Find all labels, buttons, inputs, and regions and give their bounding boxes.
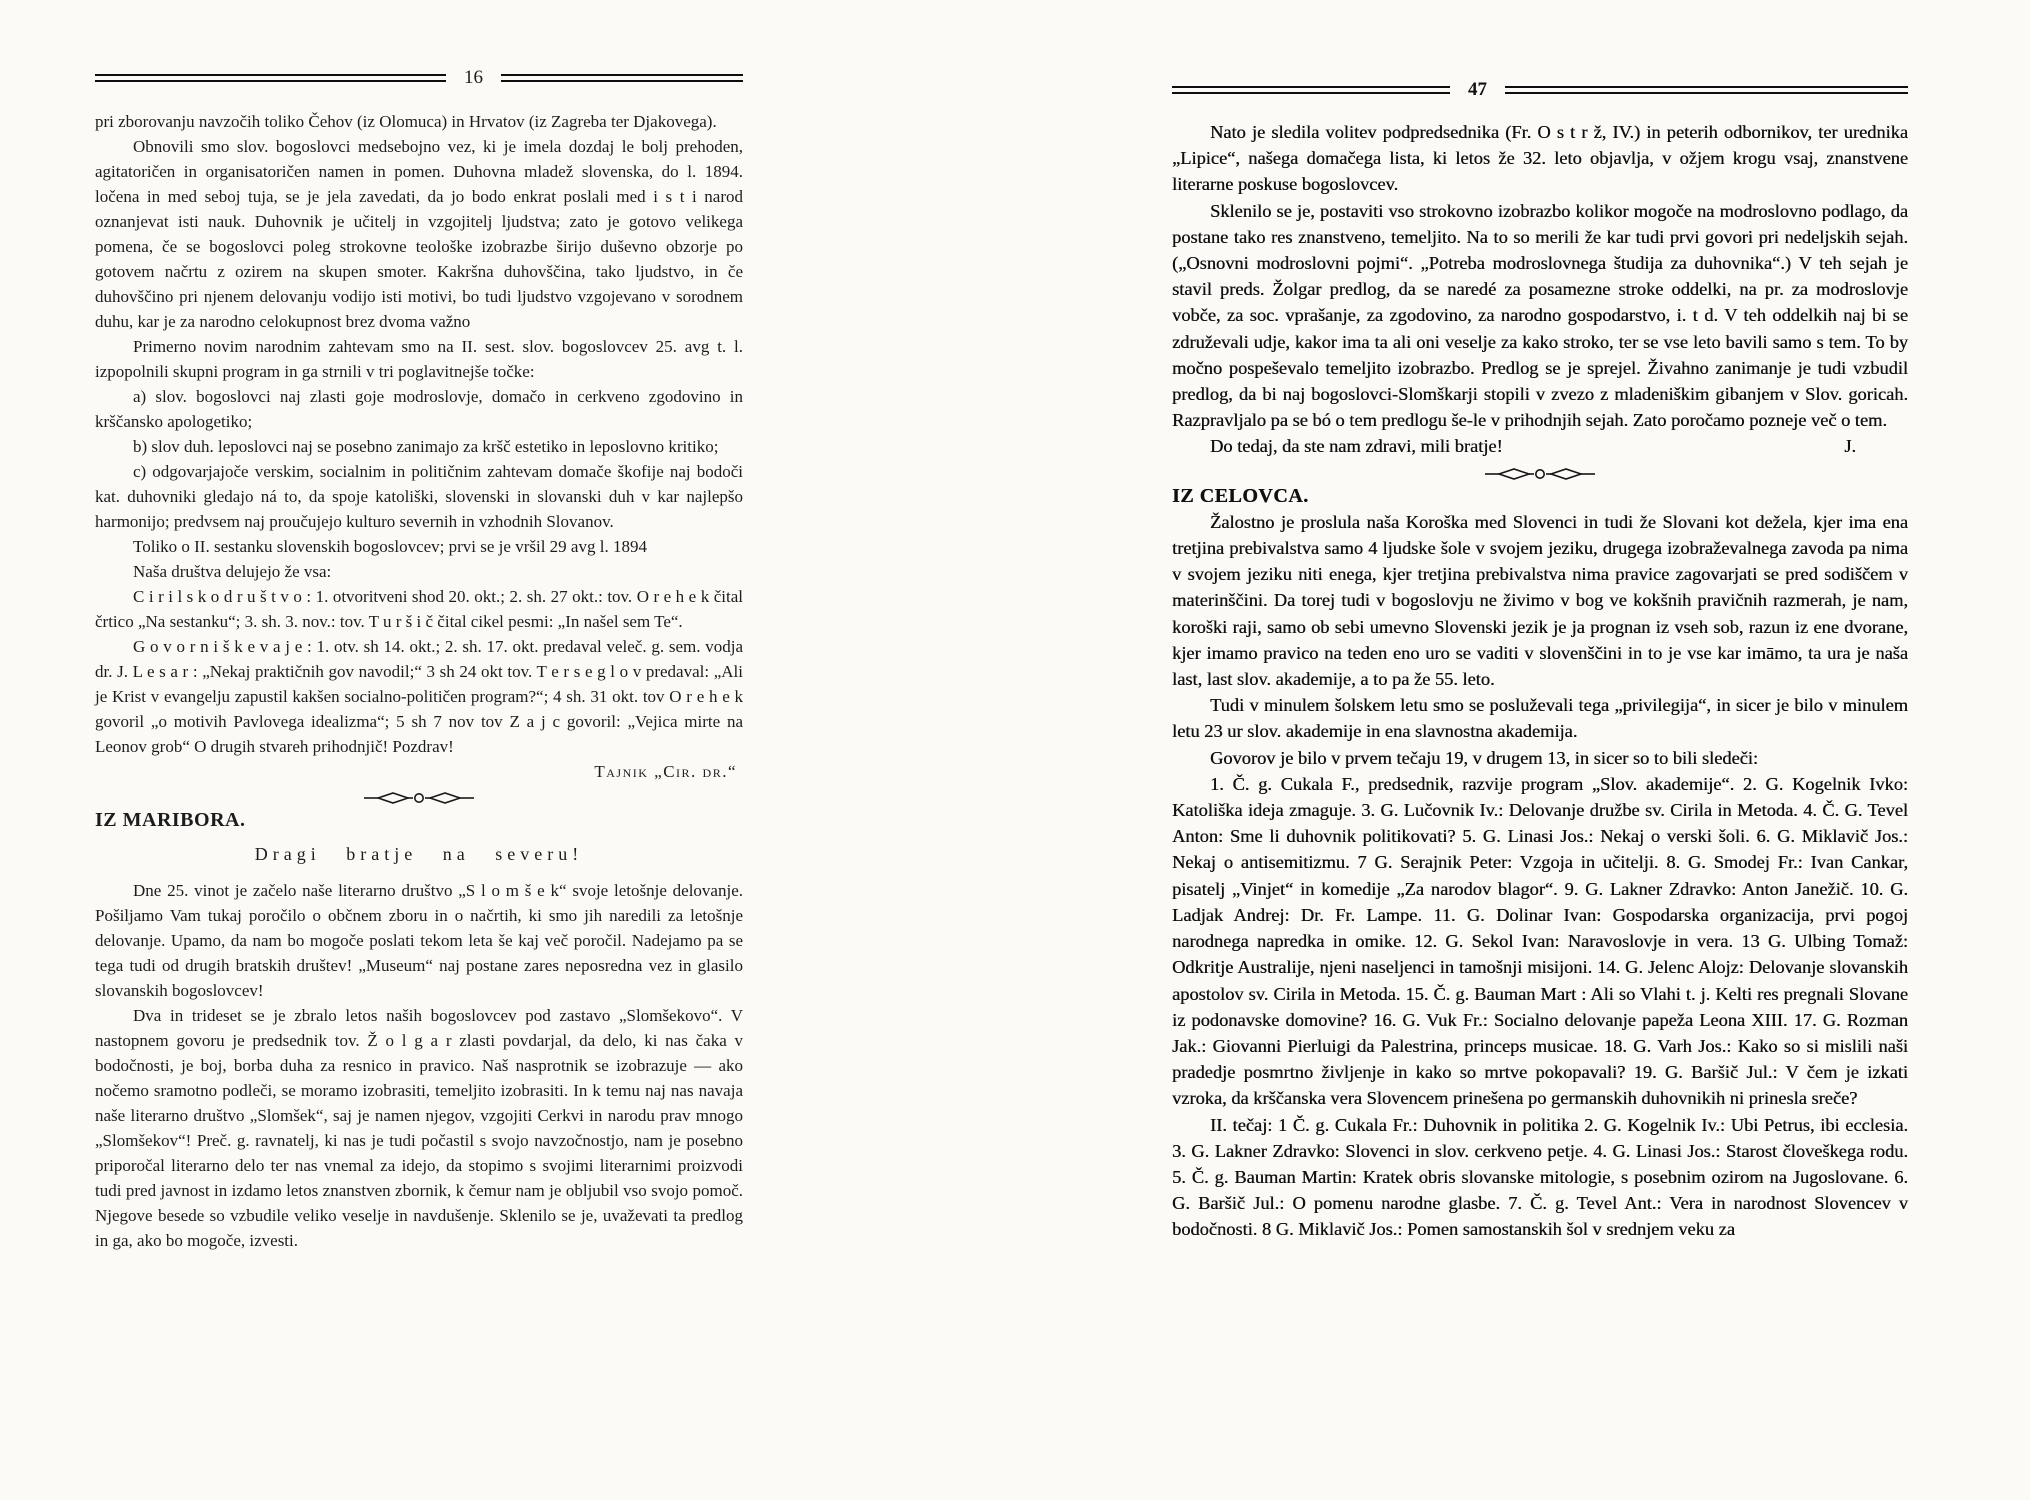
paragraph-continuation: pri zborovanju navzočih toliko Čehov (iz Olomuca) in Hrvatov (iz Zagreba ter Djakovega).	[95, 112, 717, 131]
paragraph: Dva in trideset se je zbralo letos naših bogoslovcev pod zastavo „Slomšekovo“. V nastopnem govoru je predsednik tov. Ž o l g a r zlasti povdarjal, da delo, ki nas čaka v bodočnosti, je boj, borba duha za resnico in pravico. Naš nasprotnik se izobrazuje — ako nočemo sramotno podleči, se moramo izobrasiti, temeljito izobrasiti. In k temu naj nas navaja naše literarno društvo „Slomšek“, saj je namen njegov, vzgojiti Cerkvi in narodu prav mnogo „Slomšekov“! Preč. g. ravnatelj, ki nas je tudi počastil s svojo navzočnostjo, nam je posebno priporočal literarno delo ter nas vnemal za idejo, da stopimo s svojimi literarnimi proizvodi tudi pred javnost in izdamo letos znanstven zbornik, k čemur nam je obljubil vso svojo pomoč. Njegove besede so vzbudile veliko veselje in navdušenje. Sklenilo se je, uvaževati ta predlog in ga, ako bo mogoče, izvesti.	[95, 1006, 743, 1250]
closing-text: Do tedaj, da ste nam zdravi, mili bratje!	[1210, 436, 1503, 457]
header-double-rule	[501, 74, 743, 82]
paragraph: Obnovili smo slov. bogoslovci medsebojno vez, ki je imela dozdaj le bolj prehoden, agitatoričen in organisatoričen namen in pomen. Duhovna mladež slovenska, do l. 1894. ločena in med seboj tuja, se je jela zavedati, da jo bodo enkrat poslali med i s t i narod oznanjevat isti nauk. Duhovnik je učitelj in vzgojitelj ljudstva; zato je gotovo velikega pomena, če se bogoslovci poleg strokovne teološke izobrazbe širijo duševno obzorje po gotovem načrtu z ozirem na skupen smoter. Kakršna duhovščina, tako ljudstvo, in če duhovščino pri njenem delovanju vodijo isti motivi, bo tudi ljudstvo vzgojevano v sorodnem duhu, kar je za narodno celokupnost brez dvoma važno	[95, 137, 743, 331]
page-left	[95, 0, 743, 1253]
section-title-maribor: IZ MARIBORA.	[95, 809, 246, 831]
author-initial: J.	[1844, 436, 1856, 457]
paragraph-speech-list-2: II. tečaj: 1 Č. g. Cukala Fr.: Duhovnik in politika 2. G. Kogelnik Iv.: Ubi Petrus, ibi ecclesia. 3. G. Lakner Zdravko: Slovenci in slov. cerkveno petje. 4. G. Linasi Jos.: Starost človeškega rodu. 5. Č. g. Bauman Martin: Kratek obris slovanske mitologie, s posebnim ozirom na Jugoslovane. 6. G. Baršič Jul.: O pomenu narodne glasbe. 7. Č. g. Tevel Ant.: Vera in narodnost Slovencev v bodočnosti. 8 G. Miklavič Jos.: Pomen samostanskih šol v srednjem veku za	[1172, 1114, 1908, 1240]
header-double-rule	[95, 74, 446, 82]
paragraph: Tudi v minulem šolskem letu smo se posluževali tega „privilegija“, in sicer je bilo v minulem letu 23 ur slov. akademije in ena slavnostna akademija.	[1172, 695, 1908, 742]
closing-line	[1172, 433, 1908, 459]
paragraph: Naša društva delujejo že vsa:	[133, 562, 332, 581]
diamond-circle-diamond-icon	[1484, 467, 1596, 481]
page-header-left	[95, 68, 743, 87]
header-double-rule	[1172, 86, 1450, 94]
list-item-a: a) slov. bogoslovci naj zlasti goje modroslovje, domačo in cerkveno zgodovino in krščansko apologetiko;	[95, 387, 743, 431]
section-subtitle-maribor: Dragi bratje na severu!	[254, 844, 584, 864]
page-header-right	[1172, 80, 1908, 99]
paragraph: Govorov je bilo v prvem tečaju 19, v drugem 13, in sicer so to bili sledeči:	[1210, 747, 1759, 768]
paragraph: Dne 25. vinot je začelo naše literarno društvo „S l o m š e k“ svoje letošnje delovanje. Pošiljamo Vam tukaj poročilo o občnem zboru in o načrtih, ki smo jih naredili za letošnje delovanje. Upamo, da nam bo mogoče poslati tekom leta še kaj več poročil. Nadejamo pa se tega tudi od drugih bratskih društev! „Museum“ naj postane zares neposredna vez in glasilo slovanskih bogoslovcev!	[95, 881, 743, 1000]
paragraph-speech-list-1: 1. Č. g. Cukala F., predsednik, razvije program „Slov. akademije“. 2. G. Kogelnik Ivko: Katoliška ideja zmaguje. 3. G. Lučovnik Iv.: Delovanje družbe sv. Cirila in Metoda. 4. Č. G. Tevel Anton: Sme li duhovnik politikovati? 5. G. Linasi Jos.: Nekaj o verski šoli. 6. G. Miklavič Jos.: Nekaj o antisemitizmu. 7 G. Serajnik Peter: Vzgoja in učitelji. 8. G. Smodej Fr.: Ivan Cankar, pisatelj „Vinjet“ in komedije „Za narodov blagor“. 9. G. Lakner Zdravko: Anton Janežič. 10. G. Ladjak Andrej: Dr. Fr. Lampe. 11. G. Dolinar Ivan: Gospodarska organizacija, prvi pogoj narodnega napredka in omike. 12. G. Sekol Ivan: Naravoslovje in vera. 13 G. Ulbing Tomaž: Odkritje Australije, njeni naseljenci in tamošnji misijoni. 14. G. Jelenc Alojz: Delovanje slovanskih apostolov sv. Cirila in Metoda. 15. Č. g. Bauman Mart : Ali so Vlahi t. j. Kelti res pregnali Slovane iz podonavske domovine? 16. G. Vuk Fr.: Socialno delovanje papeža Leona XIII. 17. G. Rozman Jak.: Giovanni Pierluigi da Palestrina, princeps musicae. 18. G. Varh Jos.: Kako so si mislili naši pradedje posmrtno življenje in kako so mrtve pokopavali? 19. G. Baršič Jul.: V čem je izkati vzroka, da krščanska vera Slovencem prinešena po germanskih duhovnikih ni prinesla sreče?	[1172, 773, 1908, 1109]
page-number-right: 47	[1467, 79, 1487, 100]
paragraph-govorniske-vaje: G o v o r n i š k e v a j e : 1. otv. sh 14. okt.; 2. sh. 17. okt. predaval veleč. g. sem. vodja dr. J. L e s a r : „Nekaj praktičnih gov navodil;“ 3 sh 24 okt tov. T e r s e g l o v predaval: „Ali je Krist v evangelju zapustil kakšen socialno-političen program?“; 4 sh. 31 okt. tov O r e h e k govoril „o motivih Pavlovega idealizma“; 5 sh 7 nov tov Z a j c govoril: „Vejica mirte na Leonov grob“ O drugih stvareh prihodnjič! Pozdrav!	[95, 637, 743, 756]
paragraph-cirilsko-drustvo: C i r i l s k o d r u š t v o : 1. otvoritveni shod 20. okt.; 2. sh. 27 okt.: tov. O r e h e k čital črtico „Na sestanku“; 3. sh. 3. nov.: tov. T u r š i č čital cikel pesmi: „In našel sem Te“.	[95, 587, 743, 631]
diamond-circle-diamond-icon	[363, 791, 475, 805]
paragraph: Toliko o II. sestanku slovenskih bogoslovcev; prvi se je vršil 29 avg l. 1894	[133, 537, 647, 556]
paragraph: Nato je sledila volitev podpredsednika (Fr. O s t r ž, IV.) in peterih odbornikov, ter urednika „Lipice“, našega domačega lista, ki letos že 32. leto objavlja, v ožjem krogu vsaj, znanstvene literarne poskuse bogoslovcev.	[1172, 122, 1908, 195]
section-title-celovec: IZ CELOVCA.	[1172, 484, 1309, 507]
list-item-b: b) slov duh. leposlovci naj se posebno zanimajo za kršč estetiko in leposlovno kritiko;	[133, 437, 719, 456]
page-right	[1172, 0, 1908, 1243]
secretary-signature: Tajnik „Cir. dr.“	[594, 762, 737, 781]
paragraph: Primerno novim narodnim zahtevam smo na II. sest. slov. bogoslovcev 25. avg t. l. izpopolnili skupni program in ga strnili v tri poglavitnejše točke:	[95, 337, 743, 381]
list-item-c: c) odgovarjajoče verskim, socialnim in političnim zahtevam domače škofije naj bodoči kat. duhovniki gledajo ná to, da spoje katoliški, slovenski in slovanski duh v kar najlepšo harmonijo; predvsem naj proučujejo kulturo severnih in vzhodnih Slovanov.	[95, 462, 743, 531]
header-double-rule	[1505, 86, 1908, 94]
page-number-left: 16	[463, 67, 483, 88]
section-divider-ornament	[95, 791, 743, 805]
paragraph: Sklenilo se je, postaviti vso strokovno izobrazbo kolikor mogoče na modroslovno podlago, da postane tako res znanstveno, temeljito. Na to so merili že kar tudi prvi govori pri nedeljskih sejah. („Osnovni modroslovni pojmi“. „Potreba modroslovnega študija za duhovnika“.) V teh sejah je stavil preds. Žolgar predlog, da se naredé za posamezne stroke oddelki, na pr. za modroslovje vobče, za soc. vprašanje, za zgodovino, za narodno gospodarstvo, i. t d. V teh oddelkih naj bi se združevali udje, kakor ima ta ali oni veselje za kako stroko, ter se vse leto bavili samo s tem. To by močno pospeševalo temeljito izobrazbo. Predlog se je sprejel. Živahno zanimanje je tudi vzbudil predlog, da bi naj bogoslovci-Slomškarji stopili v zvezo z mladeniškim gibanjem v Slov. goricah. Razpravljalo pa se bó o tem predlogu še-le v prihodnjih sejah. Zato poročamo pozneje več o tem.	[1172, 200, 1908, 431]
section-divider-ornament	[1172, 467, 1908, 481]
paragraph: Žalostno je proslula naša Koroška med Slovenci in tudi že Slovani kot dežela, kjer ima ena tretjina prebivalstva samo 4 ljudske šole v svojem jeziku, drugega izobraževalnega zavoda pa nima v svojem jeziku niti enega, kjer tretjina prebivalstva nima pravice zagovarjati se pred sodiščem v materinščini. Da torej tudi v bogoslovju ne živimo v bog ve kokšnih pravičnih razmerah, je nam, koroški raji, samo ob sebi umevno Slovenski jezik je ja prognan iz vseh sob, razun iz ene dvorane, kjer imamo pravico na teden eno uro se vaditi v slovenščini in to je vse kar imāmo, ta ura je naša last, last slov. akademije, a to pa že 55. leto.	[1172, 511, 1908, 690]
